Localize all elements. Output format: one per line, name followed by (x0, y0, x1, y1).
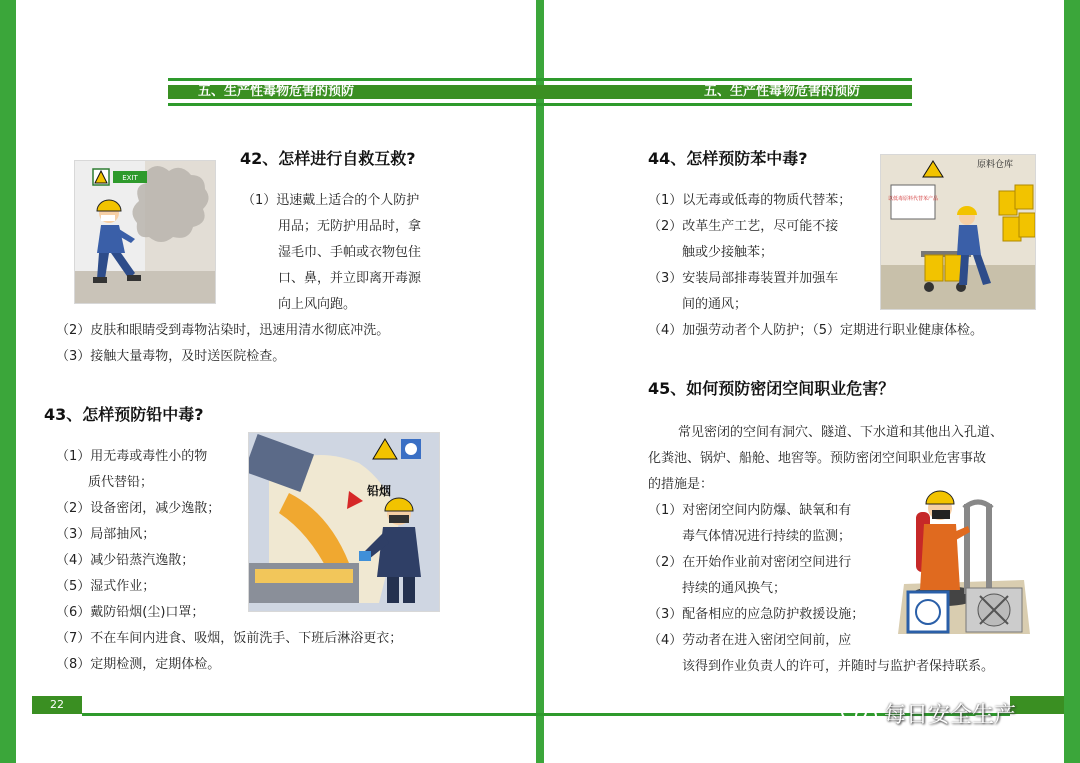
q45-line-7: 持续的通风换气； (682, 581, 787, 596)
confined-space-svg (894, 484, 1034, 638)
q42-title: 42、怎样进行自救互救? (240, 149, 416, 168)
warehouse-sign-text: 以低毒原料代替苯产品 (887, 196, 939, 202)
left-header-band (168, 78, 552, 106)
q45-line-6: （2）在开始作业前对密闭空间进行 (648, 555, 852, 570)
self-rescue-illustration (74, 160, 216, 304)
q44-line-4: （3）安装局部排毒装置并加强车 (648, 271, 839, 286)
left-page (0, 0, 536, 763)
q43-line-6: （5）湿式作业； (56, 579, 156, 594)
q44-line-6: （4）加强劳动者个人防护；（5）定期进行职业健康体检。 (648, 323, 984, 338)
lead-fume-illustration (248, 432, 440, 612)
q45-line-1: 常见密闭的空间有洞穴、隧道、下水道和其他出入孔道、 (678, 425, 1004, 440)
warehouse-label: 原料仓库 (977, 160, 1014, 170)
q44-line-1: （1）以无毒或低毒的物质代替苯； (648, 193, 852, 208)
q42-line-6: （2）皮肤和眼睛受到毒物沾染时，迅速用清水彻底冲洗。 (56, 323, 390, 338)
q44-line-5: 间的通风； (682, 297, 748, 312)
q44-line-3: 触或少接触苯； (682, 245, 774, 260)
q44-line-2: （2）改革生产工艺，尽可能不接 (648, 219, 839, 234)
q42-line-1: （1）迅速戴上适合的个人防护 (242, 193, 420, 208)
exit-sign-text: EXIT (122, 174, 138, 182)
right-page (544, 0, 1064, 763)
benzene-warehouse-illustration (880, 154, 1036, 310)
left-header-title: 五、生产性毒物危害的预防 (168, 85, 552, 99)
q43-line-3: （2）设备密闭，减少逸散； (56, 501, 221, 516)
q43-line-4: （3）局部抽风； (56, 527, 156, 542)
q45-line-9: （4）劳动者在进入密闭空间前，应 (648, 633, 852, 648)
q45-title: 45、如何预防密闭空间职业危害？ (648, 379, 895, 398)
q43-line-8: （7）不在车间内进食、吸烟，饭前洗手、下班后淋浴更衣； (56, 631, 403, 646)
q43-line-2: 质代替铅； (88, 475, 154, 490)
wechat-icon (840, 700, 880, 726)
q42-line-4: 口、鼻，并立即离开毒源 (278, 271, 422, 286)
q42-line-5: 向上风向跑。 (278, 297, 357, 312)
lead-fume-label: 铅烟 (367, 484, 392, 498)
q43-line-1: （1）用无毒或毒性小的物 (56, 449, 208, 464)
watermark-text: 每日安全生产 (884, 703, 1017, 728)
right-header-title: 五、生产性毒物危害的预防 (544, 85, 912, 99)
right-header-band (544, 78, 912, 106)
q42-line-7: （3）接触大量毒物，及时送医院检查。 (56, 349, 286, 364)
q43-line-5: （4）减少铅蒸汽逸散； (56, 553, 195, 568)
q42-line-2: 用品；无防护用品时，拿 (278, 219, 422, 234)
q43-line-9: （8）定期检测，定期体检。 (56, 657, 221, 672)
q43-title: 43、怎样预防铅中毒? (44, 405, 204, 424)
lead-smelting-svg (249, 433, 439, 611)
q45-line-2: 化粪池、锅炉、船舱、地窖等。预防密闭空间职业危害事故 (648, 451, 987, 466)
q45-line-3: 的措施是： (648, 477, 714, 492)
q45-line-8: （3）配备相应的应急防护救援设施； (648, 607, 865, 622)
confined-space-illustration (894, 484, 1034, 638)
warehouse-svg (881, 155, 1035, 309)
page-number: 22 (32, 696, 82, 714)
q43-line-7: （6）戴防铅烟(尘)口罩； (56, 605, 205, 620)
escape-smoke-svg (75, 161, 215, 303)
q45-line-5: 毒气体情况进行持续的监测； (682, 529, 852, 544)
right-page-tab (1010, 696, 1064, 714)
q44-title: 44、怎样预防苯中毒? (648, 149, 808, 168)
left-bottom-rule (82, 713, 552, 716)
q42-line-3: 湿毛巾、手帕或衣物包住 (278, 245, 422, 260)
q45-line-10: 该得到作业负责人的许可，并随时与监护者保持联系。 (682, 659, 995, 674)
q45-line-4: （1）对密闭空间内防爆、缺氧和有 (648, 503, 852, 518)
